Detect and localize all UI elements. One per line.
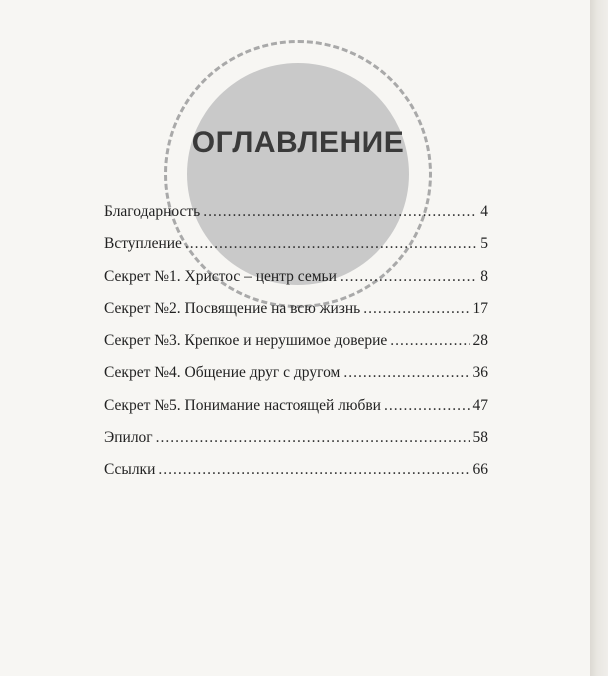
toc-entry-page: 28 [472, 332, 488, 350]
page-title: ОГЛАВЛЕНИЕ [191, 126, 405, 159]
dot-leader [185, 235, 477, 253]
toc-entry-page: 17 [472, 299, 488, 317]
toc-entry-label: Вступление [104, 235, 182, 253]
toc-entry-page: 5 [480, 235, 488, 253]
toc-entry-label: Секрет №3. Крепкое и нерушимое доверие [104, 332, 388, 350]
toc-entry-page: 4 [480, 203, 488, 220]
toc-entry-label: Секрет №1. Христос – центр семьи [104, 267, 337, 285]
toc-entry-label: Секрет №2. Посвящение на всю жизнь [104, 299, 361, 317]
toc-entry-references[interactable] [104, 461, 488, 493]
toc-entry-epilogue[interactable] [104, 429, 488, 461]
toc-entry-introduction[interactable] [104, 235, 488, 267]
toc-entry-label: Ссылки [104, 461, 156, 479]
toc-entry-label: Секрет №5. Понимание настоящей любви [104, 396, 381, 414]
dot-leader [158, 461, 469, 479]
toc-entry-secret-1[interactable] [104, 268, 488, 300]
toc-entry-secret-3[interactable] [104, 332, 488, 364]
toc-entry-page: 58 [472, 429, 488, 447]
dot-leader [343, 364, 469, 382]
table-of-contents [104, 203, 488, 494]
toc-entry-secret-4[interactable] [104, 364, 488, 396]
toc-entry-page: 8 [480, 267, 488, 285]
toc-entry-page: 36 [472, 364, 488, 382]
toc-entry-secret-2[interactable] [104, 300, 488, 332]
toc-entry-label: Эпилог [104, 429, 153, 447]
dot-leader [156, 429, 470, 447]
toc-entry-page: 66 [472, 461, 488, 479]
toc-entry-label: Благодарность [104, 203, 201, 220]
toc-entry-secret-5[interactable] [104, 397, 488, 429]
toc-entry-label: Секрет №4. Общение друг с другом [104, 364, 341, 382]
dot-leader [340, 268, 477, 286]
dot-leader [390, 332, 469, 350]
dot-leader [363, 300, 469, 318]
page-edge [590, 0, 608, 676]
dot-leader [203, 203, 477, 221]
dot-leader [384, 397, 470, 415]
toc-entry-page: 47 [472, 396, 488, 414]
toc-entry-acknowledgments[interactable] [104, 203, 488, 235]
